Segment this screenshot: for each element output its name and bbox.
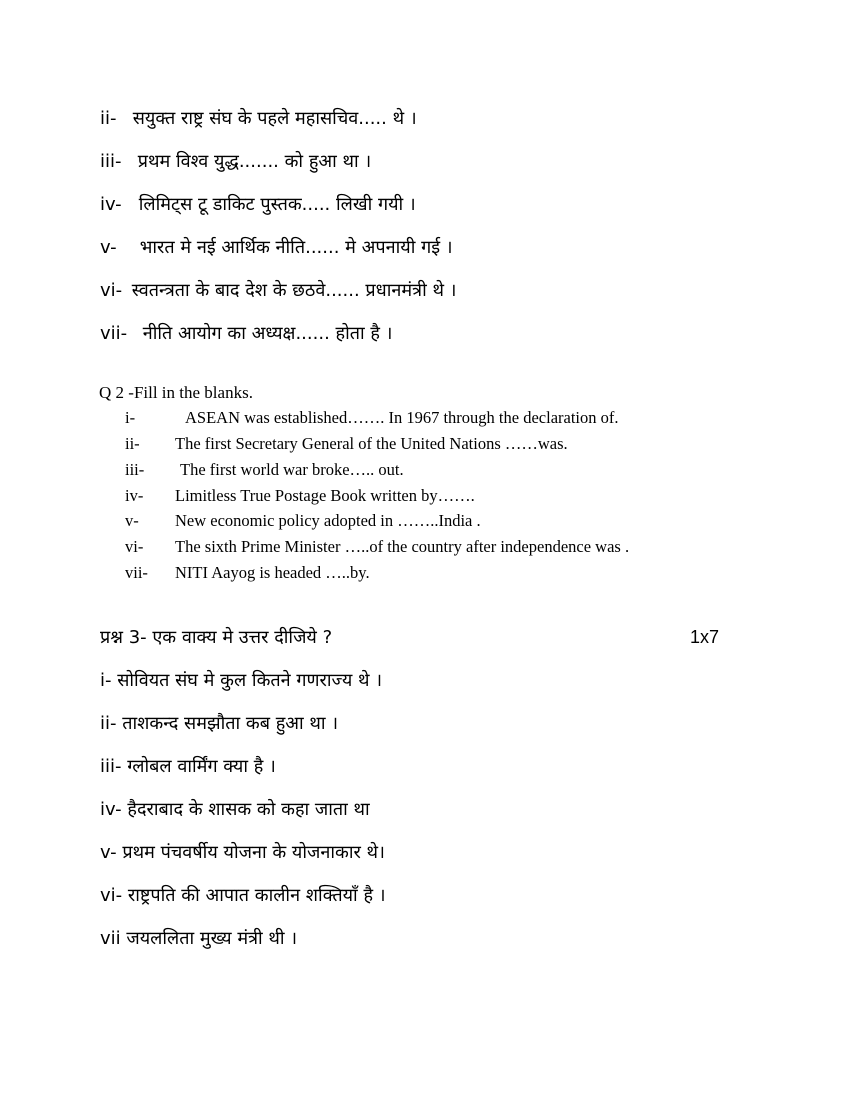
item-text: भारत मे नई आर्थिक नीति...... मे अपनायी गई । xyxy=(139,237,453,258)
item-text: NITI Aayog is headed …..by. xyxy=(175,563,370,582)
q3-item: vi- राष्ट्रपति की आपात कालीन शक्तियाँ है । xyxy=(100,885,386,906)
item-number: i- xyxy=(125,408,136,427)
q3-item: iii- ग्लोबल वार्मिंग क्या है । xyxy=(100,756,276,777)
item-number: iv- xyxy=(125,486,144,505)
item-number: ii- xyxy=(100,108,117,129)
q3-item: ii- ताशकन्द समझौता कब हुआ था । xyxy=(100,713,339,734)
hindi-item xyxy=(100,149,371,175)
hindi-item xyxy=(100,106,417,132)
item-number: v- xyxy=(100,237,117,258)
item-text: प्रथम विश्व युद्ध....... को हुआ था । xyxy=(137,151,372,172)
q3-item: i- सोवियत संघ मे कुल कितने गणराज्य थे । xyxy=(100,670,383,691)
item-number: iv- xyxy=(100,194,122,215)
item-text: लिमिट्स टू डाकिट पुस्तक..... लिखी गयी । xyxy=(138,194,416,215)
item-text: सयुक्त राष्ट्र संघ के पहले महासचिव..... थे । xyxy=(132,108,417,129)
hindi-item xyxy=(100,321,392,347)
item-number: ii- xyxy=(125,434,140,453)
item-text: The sixth Prime Minister …..of the country after independence was . xyxy=(175,537,630,556)
q3-item: v- प्रथम पंचवर्षीय योजना के योजनाकार थे। xyxy=(100,842,385,863)
hindi-item xyxy=(100,278,457,304)
hindi-item xyxy=(100,235,453,261)
item-number: v- xyxy=(125,511,139,530)
q3-heading: प्रश्न 3- एक वाक्य मे उत्तर दीजिये ? xyxy=(100,627,333,648)
item-text: स्वतन्त्रता के बाद देश के छठवे...... प्रधानमंत्री थे । xyxy=(131,280,457,301)
item-number: vi- xyxy=(100,280,123,301)
item-text: The first Secretary General of the United Nations ……was. xyxy=(175,434,568,453)
item-number: iii- xyxy=(125,460,145,479)
item-text: New economic policy adopted in ……..India . xyxy=(175,511,481,530)
q3-item: vii जयललिता मुख्य मंत्री थी । xyxy=(100,928,298,949)
item-number: vii- xyxy=(100,323,128,344)
q3-marks: 1x7 xyxy=(690,627,720,647)
item-text: The first world war broke….. out. xyxy=(180,460,404,479)
item-text: नीति आयोग का अध्यक्ष...... होता है । xyxy=(142,323,393,344)
q3-item: iv- हैदराबाद के शासक को कहा जाता था xyxy=(100,799,370,820)
hindi-item xyxy=(100,192,416,218)
item-number: iii- xyxy=(100,151,122,172)
item-number: vi- xyxy=(125,537,144,556)
item-number: vii- xyxy=(125,563,148,582)
item-text: Limitless True Postage Book written by……. xyxy=(175,486,475,505)
q2-heading: Q 2 -Fill in the blanks. xyxy=(99,383,253,402)
item-text: ASEAN was established……. In 1967 through the declaration of. xyxy=(185,408,619,427)
